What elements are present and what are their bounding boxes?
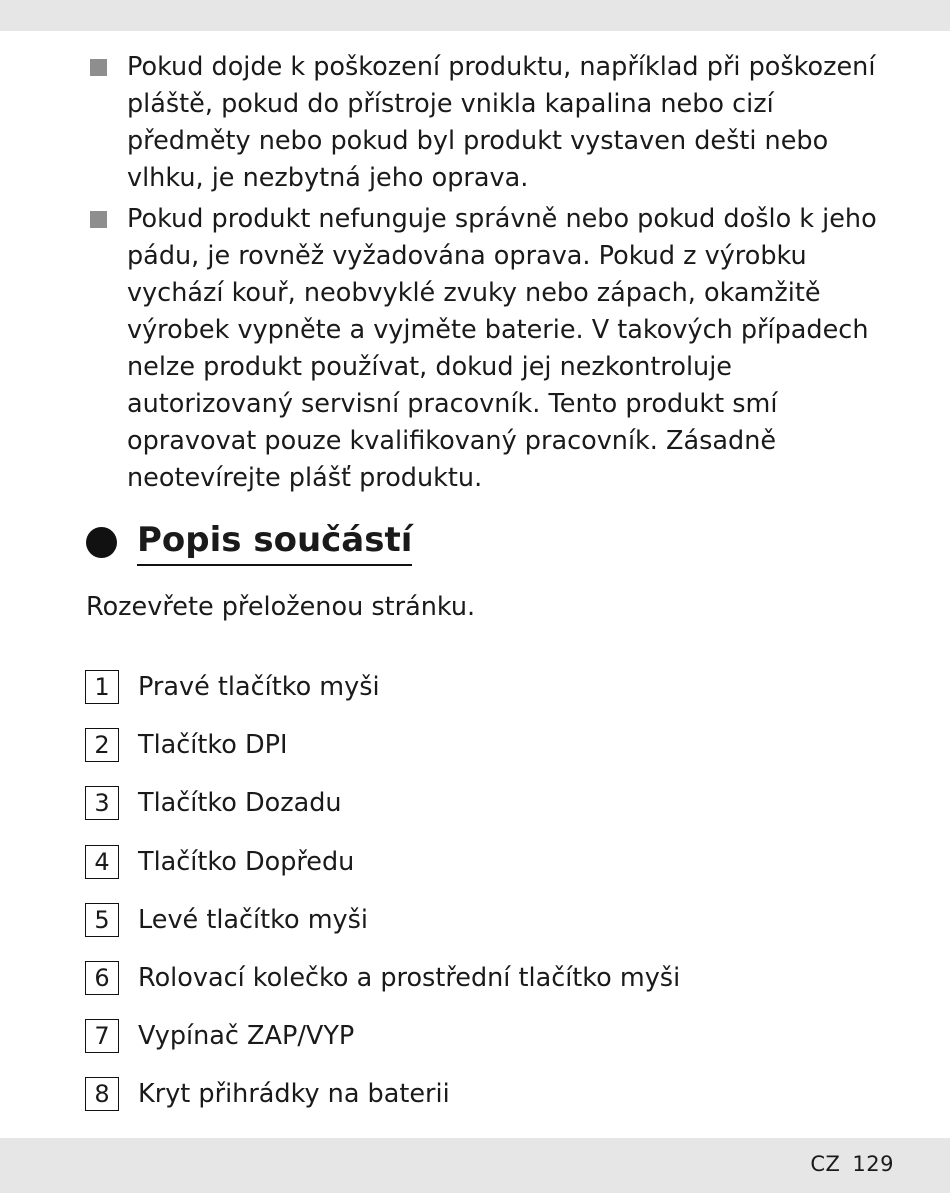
part-item xyxy=(85,1065,680,1123)
part-number-box: 3 xyxy=(85,786,119,820)
section-title: Popis součástí xyxy=(137,518,412,566)
footer-language-code: CZ xyxy=(810,1152,841,1176)
section-intro: Rozevřete přeloženou stránku. xyxy=(86,592,476,622)
part-label: Kryt přihrádky na baterii xyxy=(138,1079,450,1110)
page-footer xyxy=(810,1152,894,1176)
bullet-item xyxy=(88,49,888,197)
page-number: 129 xyxy=(852,1152,894,1176)
part-item xyxy=(85,833,680,891)
footer-band xyxy=(0,1138,950,1193)
part-item xyxy=(85,891,680,949)
part-number-box: 6 xyxy=(85,961,119,995)
part-label: Rolovací kolečko a prostřední tlačítko myši xyxy=(138,963,681,994)
part-item xyxy=(85,658,680,716)
part-label: Tlačítko Dopředu xyxy=(138,846,355,877)
part-label: Tlačítko Dozadu xyxy=(138,788,342,819)
part-number-box: 7 xyxy=(85,1019,119,1053)
part-label: Tlačítko DPI xyxy=(138,730,288,761)
bullet-item xyxy=(88,201,888,497)
part-number-box: 4 xyxy=(85,845,119,879)
part-number-box: 8 xyxy=(85,1077,119,1111)
safety-bullet-list xyxy=(88,49,888,501)
part-item xyxy=(85,716,680,774)
square-bullet-icon xyxy=(90,59,107,76)
part-item xyxy=(85,774,680,832)
section-heading xyxy=(86,518,412,566)
part-label: Vypínač ZAP/VYP xyxy=(138,1021,355,1052)
part-number-box: 5 xyxy=(85,903,119,937)
part-label: Levé tlačítko myši xyxy=(138,904,369,935)
square-bullet-icon xyxy=(90,211,107,228)
top-margin-band xyxy=(0,0,950,31)
part-item xyxy=(85,1007,680,1065)
parts-list xyxy=(85,658,680,1124)
part-item xyxy=(85,949,680,1007)
bullet-text: Pokud dojde k poškození produktu, například při poškození pláště, pokud do přístroje vnikla kapalina nebo cizí předměty nebo pokud byl produkt vystaven dešti nebo vlhku, je nezbytná jeho oprava. xyxy=(127,52,876,193)
round-bullet-icon xyxy=(86,527,117,558)
bullet-text: Pokud produkt nefunguje správně nebo pokud došlo k jeho pádu, je rovněž vyžadována oprava. Pokud z výrobku vychází kouř, neobvyklé zvuky nebo zápach, okamžitě výrobek vypněte a vyjměte baterie. V takových případech nelze produkt používat, dokud jej nezkontroluje autorizovaný servisní pracovník. Tento produkt smí opravovat pouze kvalifikovaný pracovník. Zásadně neotevírejte plášť produktu. xyxy=(127,204,877,493)
part-label: Pravé tlačítko myši xyxy=(138,672,380,703)
part-number-box: 2 xyxy=(85,728,119,762)
part-number-box: 1 xyxy=(85,670,119,704)
